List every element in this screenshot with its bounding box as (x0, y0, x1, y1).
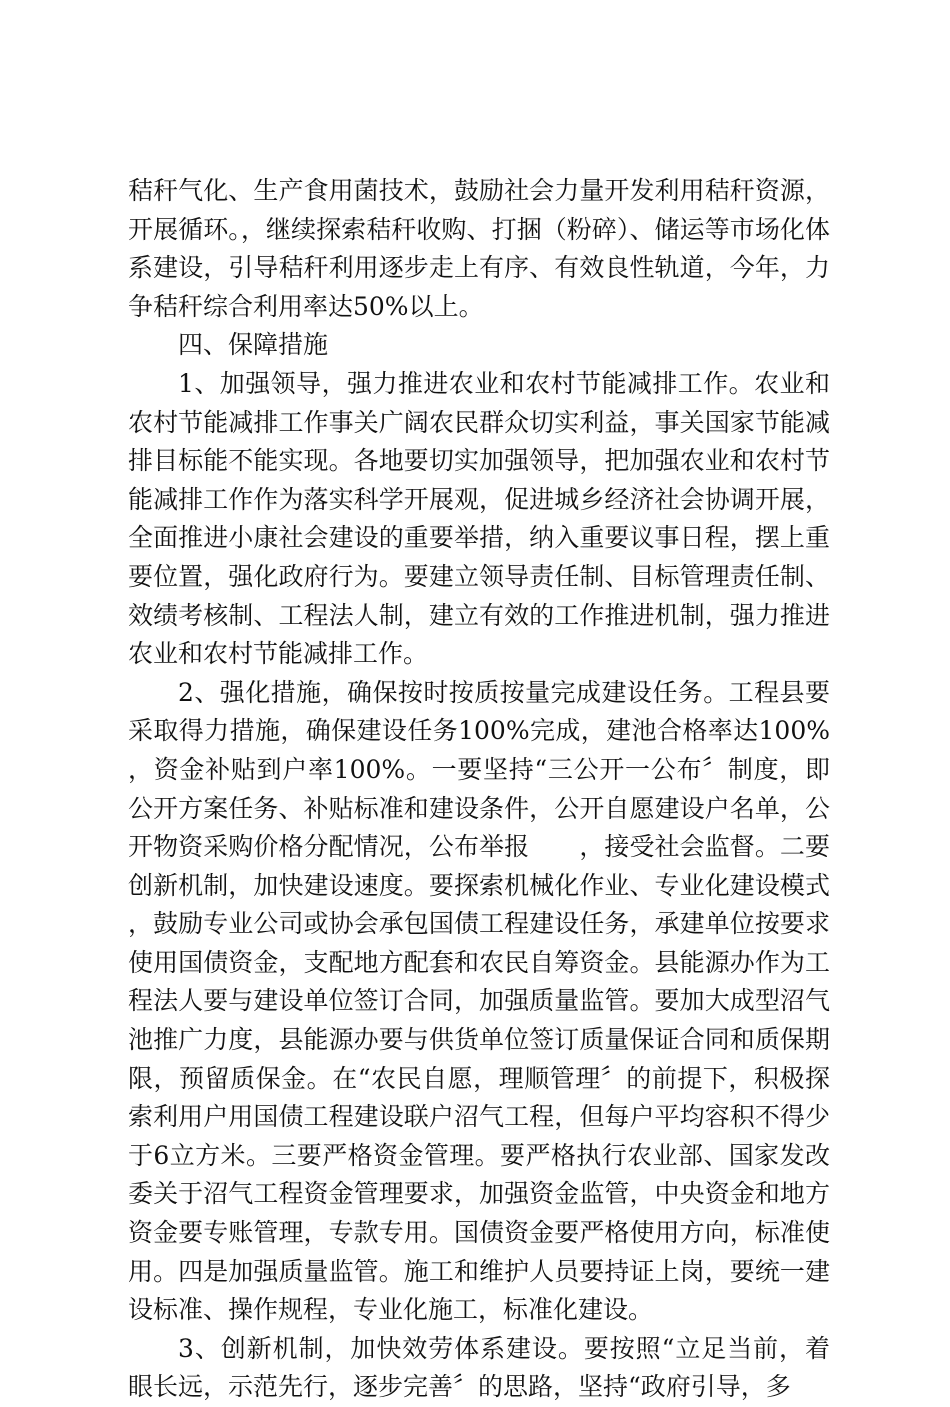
paragraph-strengthen-measures: 2、强化措施，确保按时按质按量完成建设任务。工程县要采取得力措施，确保建设任务100%完成，建池合格率达100%，资金补贴到户率100%。一要坚持“三公开一公布〞制度，即公开方案任务、补贴标准和建设条件，公开自愿建设户名单，公开物资采购价格分配情况，公布举报 ，接受社会监督。二要创新机制，加快建设速度。要探索机械化作业、专业化建设模式，鼓励专业公司或协会承包国债工程建设任务，承建单位按要求使用国债资金，支配地方配套和农民自筹资金。县能源办作为工程法人要与建设单位签订合同，加强质量监管。要加大成型沼气池推广力度，县能源办要与供货单位签订质量保证合同和质保期限，预留质保金。在“农民自愿，理顺管理〞的前提下，积极探索利用户用国债工程建设联户沼气工程，但每户平均容积不得少于6立方米。三要严格资金管理。要严格执行农业部、国家发改委关于沼气工程资金管理要求，加强资金监管，中央资金和地方资金要专账管理，专款专用。国债资金要严格使用方向，标准使用。四是加强质量监管。施工和维护人员要持证上岗，要统一建设标准、操作规程，专业化施工，标准化建设。 (128, 677, 830, 1325)
document-body (128, 172, 830, 1407)
paragraph-strengthen-leadership: 1、加强领导，强力推进农业和农村节能减排工作。农业和农村节能减排工作事关广阔农民群众切实利益，事关国家节能减排目标能不能实现。各地要切实加强领导，把加强农业和农村节能减排工作作为落实科学开展观，促进城乡经济社会协调开展，全面推进小康社会建设的重要举措，纳入重要议事日程，摆上重要位置，强化政府行为。要建立领导责任制、目标管理责任制、效绩考核制、工程法人制，建立有效的工作推进机制，强力推进农业和农村节能减排工作。 (128, 368, 830, 669)
section-heading-safeguards: 四、保障措施 (178, 330, 329, 360)
paragraph-innovate-mechanism: 3、创新机制，加快效劳体系建设。要按照“立足当前，着眼长远，示范先行，逐步完善〞的思路，坚持“政府引导，多 (128, 1333, 830, 1402)
paragraph-straw-utilization: 秸秆气化、生产食用菌技术，鼓励社会力量开发利用秸秆资源，开展循环。，继续探索秸秆收购、打捆（粉碎）、储运等市场化体系建设，引导秸秆利用逐步走上有序、有效良性轨道，今年，力争秸秆综合利用率达50%以上。 (128, 176, 830, 321)
